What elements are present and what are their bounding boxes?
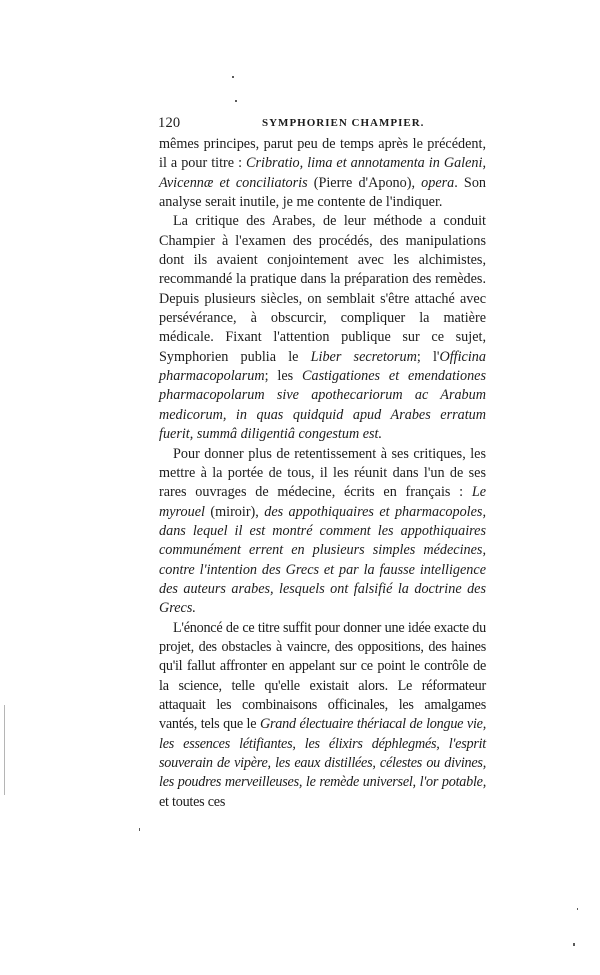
italic-run: des appothiquaires et pharmacopoles, dans lequel il est montré comment les appothiquaires communément errent en plusieurs simples médecines, contre l'intention des Grecs et par la fausse intelligence des auteurs arabes, lesquels ont falsifié la doctrine des Grecs. xyxy=(159,503,486,617)
paragraph-1 xyxy=(159,135,486,212)
text-run: ; les xyxy=(264,368,303,385)
text-run: . Son analyse serait inutile, je me contente de l'indiquer. xyxy=(159,174,487,211)
text-run: L'énoncé de ce titre suffit pour donner une idée exacte du projet, des obstacles à vaincre, des oppositions, des haines qu'il fallut affronter en appelant sur ce point le contrôle de la science, telle qu'elle existait alors. Le réformateur attaquait les combinaisons officinales, les amalgames vantés, tels que le xyxy=(159,619,486,733)
print-speck xyxy=(577,908,578,910)
italic-run: Grand électuaire thériacal de longue vie, les essences létifiantes, les élixirs déphlegmés, l'esprit souverain de vipère, les eaux distillées, célestes ou divines, les poudres merveilleuses, le remède universel, l'or potable, xyxy=(159,716,486,791)
text-run: mêmes principes, parut peu de temps après le précédent, il a pour titre : xyxy=(159,136,486,172)
running-title: SYMPHORIEN CHAMPIER. xyxy=(262,117,425,129)
page-number: 120 xyxy=(158,115,181,131)
italic-run: Liber secretorum xyxy=(310,348,417,365)
paragraph-3 xyxy=(159,445,486,619)
italic-run: Castigationes et emendationes pharmacopolarum sive apothecariorum ac Arabum medicorum, in quas quidquid apud Arabes erratum fuerit, summâ diligentiâ congestum est. xyxy=(159,368,486,443)
paragraph-2 xyxy=(159,212,486,444)
print-speck xyxy=(235,100,237,102)
text-run: (Pierre d'Apono), xyxy=(307,174,422,191)
italic-run: Le myrouel xyxy=(159,484,486,520)
italic-run: Officina pharmacopolarum xyxy=(159,348,486,385)
text-run: Pour donner plus de retentissement à ses critiques, les mettre à la portée de tous, il les réunit dans l'un de ses rares ouvrages de médecine, écrits en français : xyxy=(159,445,486,501)
margin-line xyxy=(4,705,5,795)
text-run: La critique des Arabes, de leur méthode a conduit Champier à l'examen des procédés, des manipulations dont ils avaient conjointement avec les alchimistes, recommandé la pratique dans la préparation des remèdes. Depuis plusieurs siècles, on semblait s'être attaché avec persévérance, à obscurcir, compliquer la matière médicale. Fixant l'attention publique sur ce sujet, Symphorien publia le xyxy=(159,213,486,365)
paragraph-4 xyxy=(159,619,486,812)
body-text xyxy=(159,135,486,812)
italic-run: Cribratio, lima et annotamenta in Galeni, Avicennæ et conciliatoris xyxy=(159,155,486,191)
italic-run: opera xyxy=(421,174,455,191)
print-speck xyxy=(232,76,234,78)
page-header xyxy=(158,115,488,133)
text-run: et toutes ces xyxy=(159,793,226,810)
print-speck xyxy=(139,828,140,831)
text-run: ; l' xyxy=(416,348,440,365)
print-speck xyxy=(573,943,575,946)
text-run: (miroir), xyxy=(204,503,265,520)
